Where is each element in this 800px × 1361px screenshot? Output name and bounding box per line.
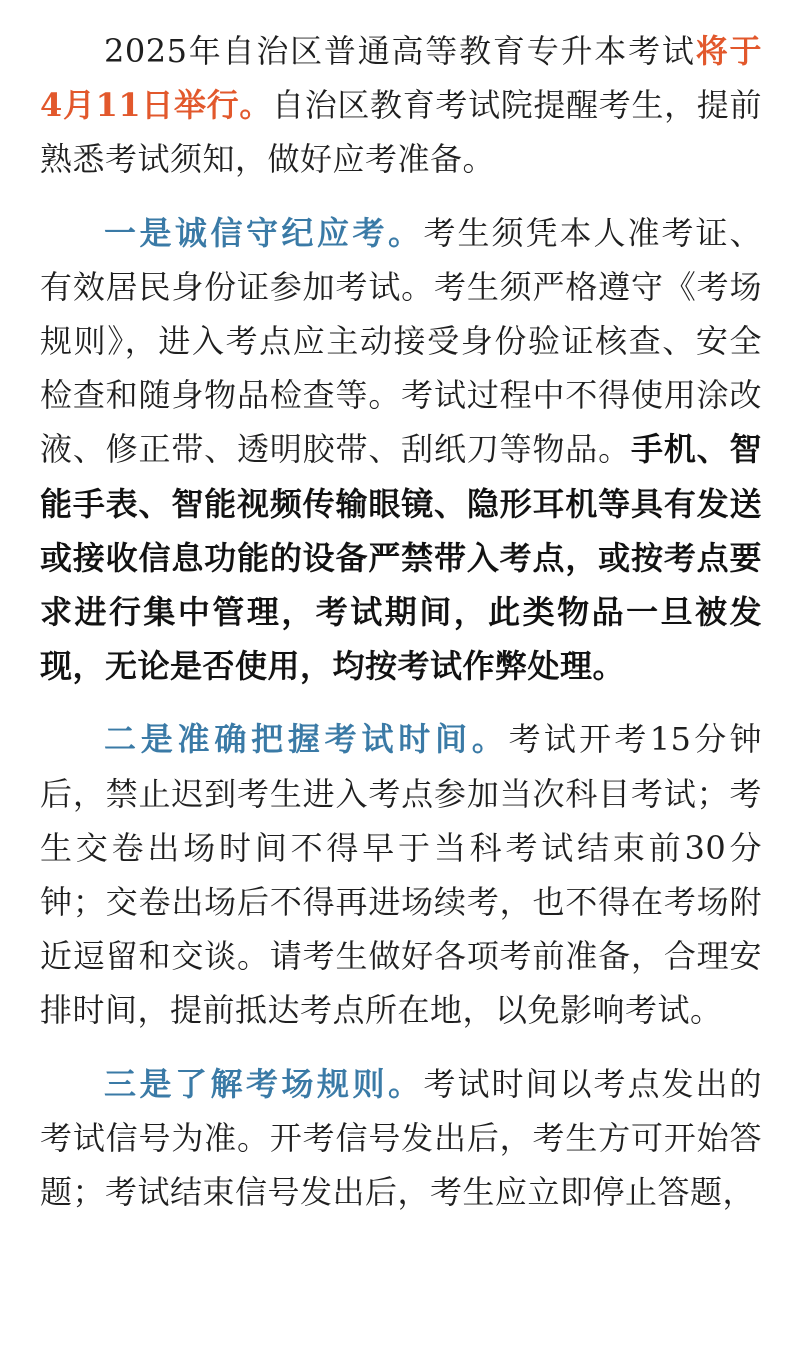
intro-text-end: 自治区教育考试院提醒考生，提前熟悉考试须知，做好应考准备。 [40, 86, 762, 179]
section-rules-heading: 三是了解考场规则。 [104, 1064, 424, 1103]
exam-date-highlight: 将于4月11日举行。 [40, 32, 762, 125]
section-timing [40, 712, 762, 1037]
section-timing-heading: 二是准确把握考试时间。 [104, 720, 509, 759]
section-integrity-text: 考生须凭本人准考证、有效居民身份证参加考试。考生须严格遵守《考场规则》，进入考点应主动接受身份验证核查、安全检查和随身物品检查等。考试过程中不得使用涂改液、修正带、透明胶带、刮纸刀等物品。 [40, 213, 762, 469]
section-integrity-heading: 一是诚信守纪应考。 [104, 213, 424, 252]
intro-paragraph [40, 24, 762, 187]
section-integrity [40, 206, 762, 694]
section-rules [40, 1057, 762, 1220]
section-timing-text: 考试开考15分钟后，禁止迟到考生进入考点参加当次科目考试；考生交卷出场时间不得早于当科考试结束前30分钟；交卷出场后不得再进场续考，也不得在考场附近逗留和交谈。请考生做好各项考前准备，合理安排时间，提前抵达考点所在地，以免影响考试。 [40, 720, 762, 1030]
section-integrity-device-warning: 手机、智能手表、智能视频传输眼镜、隐形耳机等具有发送或接收信息功能的设备严禁带入考点，或按考点要求进行集中管理，考试期间，此类物品一旦被发现，无论是否使用，均按考试作弊处理。 [40, 430, 762, 686]
section-rules-text: 考试时间以考点发出的考试信号为准。开考信号发出后，考生方可开始答题；考试结束信号发出后，考生应立即停止答题， [40, 1064, 762, 1212]
intro-text-start: 2025年自治区普通高等教育专升本考试 [104, 32, 696, 70]
article-body [40, 24, 762, 1238]
